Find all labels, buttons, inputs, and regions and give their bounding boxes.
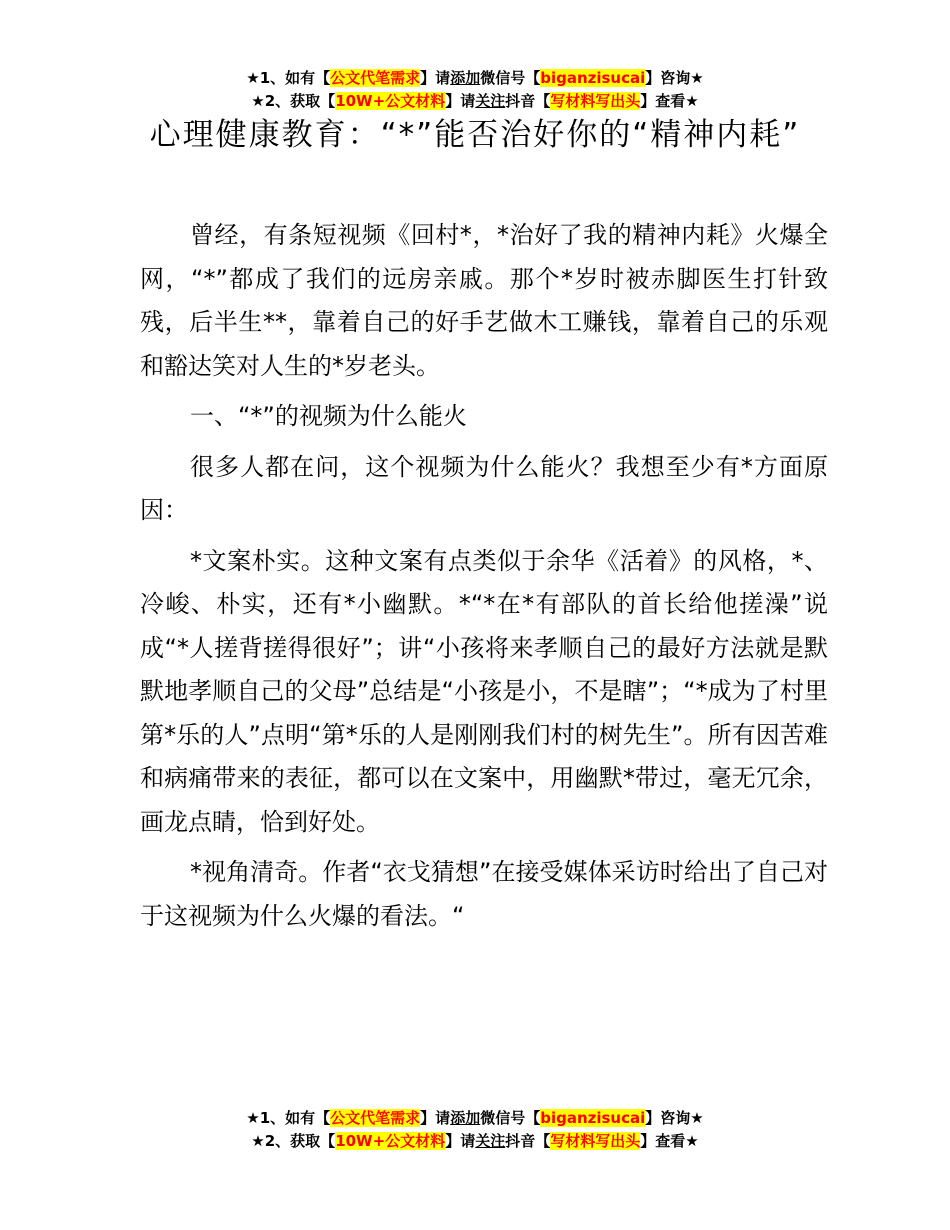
banner-highlight: biganzisucai bbox=[540, 1109, 646, 1127]
banner-text: 抖音【 bbox=[505, 92, 551, 110]
document-title: 心理健康教育：“*”能否治好你的“精神内耗” bbox=[149, 117, 801, 153]
banner-underlined: 关注 bbox=[475, 92, 506, 110]
paragraph-intro: 曾经，有条短视频《回村*，*治好了我的精神内耗》火爆全网，“*”都成了我们的远房亲戚。那个*岁时被赤脚医生打针致残，后半生**，靠着自己的好手艺做木工赚钱，靠着自己的乐观和豁达笑对人生的*岁老头。 bbox=[140, 221, 828, 380]
section-heading: 一、“*”的视频为什么能火 bbox=[190, 402, 467, 430]
banner-text: ★1、如有【 bbox=[246, 1109, 331, 1127]
banner-text: ★2、获取【 bbox=[251, 1132, 336, 1150]
banner-text: ★2、获取【 bbox=[251, 92, 336, 110]
banner-text: ★1、如有【 bbox=[246, 69, 331, 87]
banner-text: 】请 bbox=[420, 69, 451, 87]
banner-text: 抖音【 bbox=[505, 1132, 551, 1150]
banner-line-1 bbox=[0, 1107, 950, 1130]
banner-text: 】查看★ bbox=[640, 92, 699, 110]
banner-highlight: 10W+公文材料 bbox=[335, 1132, 446, 1150]
paragraph: *文案朴实。这种文案有点类似于余华《活着》的风格，*、冷峻、朴实，还有*小幽默。*“*在*有部队的首长给他搓澡”说成“*人搓背搓得很好”；讲“小孩将来孝顺自己的最好方法就是默默地孝顺自己的父母”总结是“小孩是小，不是瞎”；“*成为了村里第*乐的人”点明“第*乐的人是刚刚我们村的树先生”。所有因苦难和病痛带来的表征，都可以在文案中，用幽默*带过，毫无冗余，画龙点睛，恰到好处。 bbox=[140, 546, 828, 836]
banner-text: 】请 bbox=[445, 92, 476, 110]
banner-line-2 bbox=[0, 90, 950, 113]
banner-highlight: 写材料写出头 bbox=[550, 92, 641, 110]
document-body bbox=[140, 214, 828, 945]
banner-text: 】咨询★ bbox=[645, 1109, 704, 1127]
banner-text: 微信号【 bbox=[480, 69, 541, 87]
banner-text: 】请 bbox=[420, 1109, 451, 1127]
banner-line-1 bbox=[0, 67, 950, 90]
banner-highlight: 公文代笔需求 bbox=[330, 1109, 421, 1127]
header-banner bbox=[0, 67, 950, 113]
banner-text: 微信号【 bbox=[480, 1109, 541, 1127]
banner-highlight: 公文代笔需求 bbox=[330, 69, 421, 87]
footer-banner bbox=[0, 1107, 950, 1153]
banner-text: 】查看★ bbox=[640, 1132, 699, 1150]
banner-underlined: 关注 bbox=[475, 1132, 506, 1150]
banner-highlight: 10W+公文材料 bbox=[335, 92, 446, 110]
paragraph: 很多人都在问，这个视频为什么能火？我想至少有*方面原因： bbox=[140, 452, 828, 524]
banner-text: 】咨询★ bbox=[645, 69, 704, 87]
banner-line-2 bbox=[0, 1130, 950, 1153]
banner-highlight: 写材料写出头 bbox=[550, 1132, 641, 1150]
banner-text: 】请 bbox=[445, 1132, 476, 1150]
banner-underlined: 添加 bbox=[450, 69, 481, 87]
paragraph: *视角清奇。作者“衣戈猜想”在接受媒体采访时给出了自己对于这视频为什么火爆的看法。“ bbox=[140, 858, 828, 930]
banner-highlight: biganzisucai bbox=[540, 69, 646, 87]
banner-underlined: 添加 bbox=[450, 1109, 481, 1127]
